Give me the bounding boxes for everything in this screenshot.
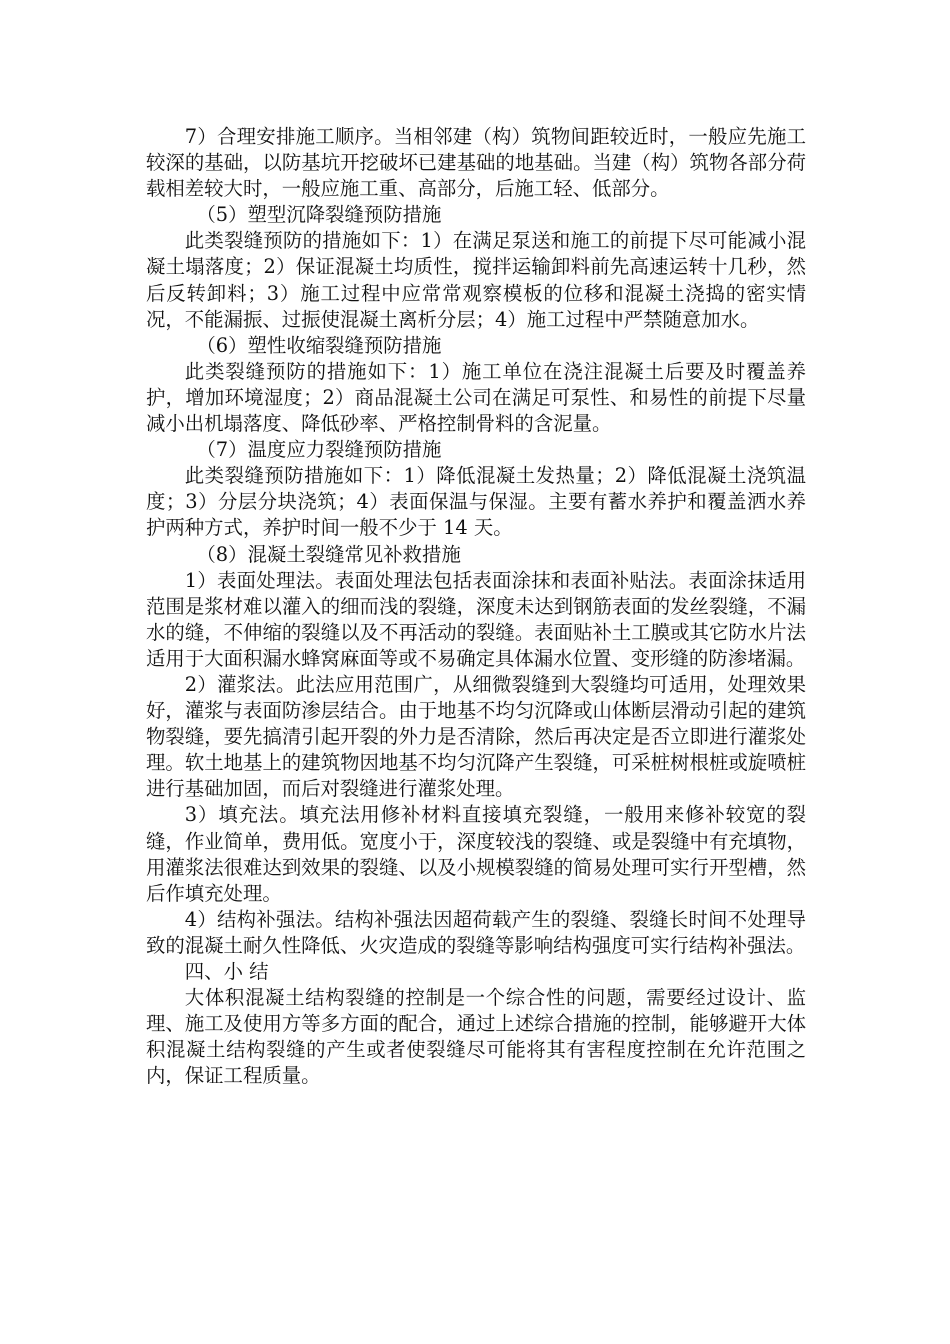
document-page	[146, 124, 806, 1089]
paragraph-summary: 大体积混凝土结构裂缝的控制是一个综合性的问题，需要经过设计、监理、施工及使用方等多方面的配合，通过上述综合措施的控制，能够避开大体积混凝土结构裂缝的产生或者使裂缝尽可能将其有害程度控制在允许范围之内，保证工程质量。	[146, 986, 806, 1088]
heading-shrinkage-crack: （6）塑性收缩裂缝预防措施	[196, 333, 442, 357]
paragraph-structural-reinforcement: 4）结构补强法。结构补强法因超荷载产生的裂缝、裂缝长时间不处理导致的混凝土耐久性降低、火灾造成的裂缝等影响结构强度可实行结构补强法。	[146, 907, 806, 957]
heading-summary: 四、小 结	[184, 960, 269, 983]
paragraph-settlement-crack-measures: 此类裂缝预防的措施如下：1）在满足泵送和施工的前提下尽可能减小混凝土塌落度；2）保证混凝土均质性，搅拌运输卸料前先高速运转十几秒，然后反转卸料；3）施工过程中应常常观察模板的位移和混凝土浇捣的密实情况，不能漏振、过振使混凝土离析分层；4）施工过程中严禁随意加水。	[146, 229, 806, 331]
paragraph-shrinkage-crack-measures: 此类裂缝预防的措施如下：1）施工单位在浇注混凝土后要及时覆盖养护，增加环境湿度；2）商品混凝土公司在满足可泵性、和易性的前提下尽量减小出机塌落度、降低砂率、严格控制骨料的含泥量。	[146, 359, 806, 436]
heading-thermal-stress-crack: （7）温度应力裂缝预防措施	[196, 438, 442, 462]
heading-settlement-crack: （5）塑型沉降裂缝预防措施	[196, 203, 442, 227]
paragraph-thermal-stress-crack-measures: 此类裂缝预防措施如下：1）降低混凝土发热量；2）降低混凝土浇筑温度；3）分层分块浇筑；4）表面保温与保湿。主要有蓄水养护和覆盖洒水养护两种方式，养护时间一般不少于 14 天。	[146, 464, 806, 540]
paragraph-grouting: 2）灌浆法。此法应用范围广，从细微裂缝到大裂缝均可适用，处理效果好，灌浆与表面防渗层结合。由于地基不均匀沉降或山体断层滑动引起的建筑物裂缝，要先搞清引起开裂的外力是否清除，然后再决定是否立即进行灌浆处理。软土地基上的建筑物因地基不均匀沉降产生裂缝，可采桩树根桩或旋喷桩进行基础加固，而后对裂缝进行灌浆处理。	[146, 672, 806, 801]
paragraph-construction-sequence: 7）合理安排施工顺序。当相邻建（构）筑物间距较近时，一般应先施工较深的基础，以防基坑开挖破坏已建基础的地基础。当建（构）筑物各部分荷载相差较大时，一般应施工重、高部分，后施工轻、低部分。	[146, 125, 806, 201]
paragraph-surface-treatment: 1）表面处理法。表面处理法包括表面涂抹和表面补贴法。表面涂抹适用范围是浆材难以灌入的细而浅的裂缝，深度未达到钢筋表面的发丝裂缝，不漏水的缝，不伸缩的裂缝以及不再活动的裂缝。表面贴补土工膜或其它防水片法适用于大面积漏水蜂窝麻面等或不易确定具体漏水位置、变形缝的防渗堵漏。	[146, 568, 806, 670]
paragraph-filling: 3）填充法。填充法用修补材料直接填充裂缝，一般用来修补较宽的裂缝，作业简单，费用低。宽度小于，深度较浅的裂缝、或是裂缝中有充填物，用灌浆法很难达到效果的裂缝、以及小规模裂缝的简易处理可实行开型槽，然后作填充处理。	[146, 803, 806, 905]
heading-remedial-measures: （8）混凝土裂缝常见补救措施	[196, 542, 461, 566]
